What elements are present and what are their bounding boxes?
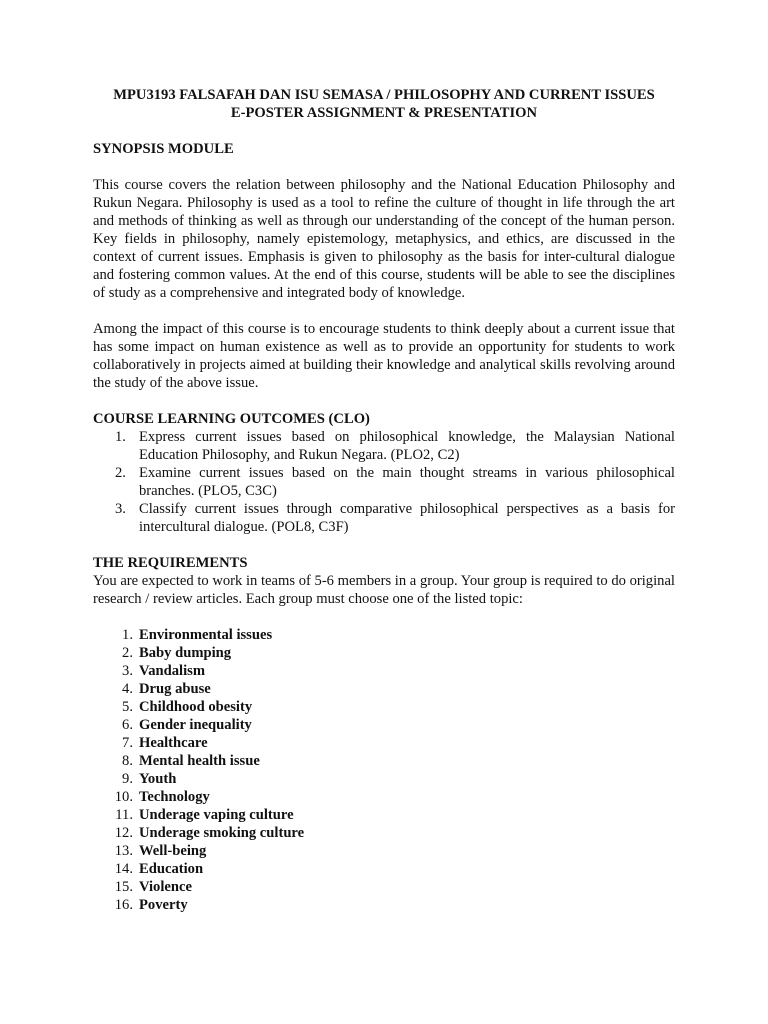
clo-item-text: Examine current issues based on the main thought streams in various philosophical branches. (PLO5, C3C) — [139, 465, 675, 499]
topic-number: 1. — [122, 627, 133, 643]
topic-label: Mental health issue — [139, 753, 260, 769]
topic-number: 13. — [114, 843, 133, 859]
topic-item — [93, 716, 675, 734]
requirements-paragraph: You are expected to work in teams of 5-6 members in a group. Your group is required to do original research / review articles. Each group must choose one of the listed topic: — [93, 573, 675, 607]
requirements-heading: THE REQUIREMENTS — [93, 555, 248, 571]
topic-number: 6. — [122, 717, 133, 733]
topic-label: Childhood obesity — [139, 699, 253, 715]
topic-label: Vandalism — [139, 663, 205, 679]
topic-label: Underage vaping culture — [139, 807, 294, 823]
topic-label: Environmental issues — [139, 627, 273, 643]
topic-number: 15. — [114, 879, 133, 895]
topic-item — [93, 770, 675, 788]
clo-list — [93, 428, 675, 536]
topic-item — [93, 806, 675, 824]
topic-item — [93, 626, 675, 644]
topic-number: 3. — [122, 663, 133, 679]
topic-number: 2. — [122, 645, 133, 661]
topic-label: Education — [139, 861, 204, 877]
topic-label: Gender inequality — [139, 717, 252, 733]
topic-label: Poverty — [139, 897, 188, 913]
topic-number: 9. — [122, 771, 133, 787]
topic-item — [93, 842, 675, 860]
topic-item — [93, 752, 675, 770]
topic-item — [93, 734, 675, 752]
topic-label: Healthcare — [139, 735, 208, 751]
synopsis-paragraph-1: This course covers the relation between philosophy and the National Education Philosophy and Rukun Negara. Philosophy is used as a tool to refine the culture of thought in life through the art and methods of thinking as well as through our understanding of the concept of the human person. Key fields in philosophy, namely epistemology, metaphysics, and ethics, are discussed in the context of current issues. Emphasis is given to philosophy as the basis for inter-cultural dialogue and fostering common values. At the end of this course, students will be able to see the disciplines of study as a comprehensive and integrated body of knowledge. — [93, 177, 675, 301]
topic-item — [93, 788, 675, 806]
topic-label: Well-being — [139, 843, 207, 859]
topic-item — [93, 680, 675, 698]
clo-item — [93, 500, 675, 536]
topic-number: 14. — [114, 861, 133, 877]
topic-item — [93, 896, 675, 914]
topic-label: Baby dumping — [139, 645, 232, 661]
topic-number: 11. — [115, 807, 133, 823]
clo-item-text: Express current issues based on philosophical knowledge, the Malaysian National Education Philosophy, and Rukun Negara. (PLO2, C2) — [139, 429, 675, 463]
clo-item-number: 3. — [115, 501, 126, 517]
topic-number: 16. — [114, 897, 133, 913]
topic-number: 5. — [122, 699, 133, 715]
clo-item — [93, 464, 675, 500]
assignment-title: E-POSTER ASSIGNMENT & PRESENTATION — [230, 105, 538, 121]
document-page — [93, 86, 675, 914]
clo-item — [93, 428, 675, 464]
clo-item-number: 2. — [115, 465, 126, 481]
topic-label: Youth — [139, 771, 177, 787]
synopsis-heading: SYNOPSIS MODULE — [93, 141, 234, 157]
topic-number: 4. — [122, 681, 133, 697]
course-title: MPU3193 FALSAFAH DAN ISU SEMASA / PHILOSOPHY AND CURRENT ISSUES — [113, 87, 655, 103]
topic-number: 10. — [114, 789, 133, 805]
topic-label: Underage smoking culture — [139, 825, 305, 841]
clo-heading: COURSE LEARNING OUTCOMES (CLO) — [93, 411, 370, 427]
topic-item — [93, 644, 675, 662]
topic-label: Violence — [139, 879, 192, 895]
synopsis-paragraph-2: Among the impact of this course is to encourage students to think deeply about a current issue that has some impact on human existence as well as to provide an opportunity for students to work collaboratively in projects aimed at building their knowledge and analytical skills revolving around the study of the above issue. — [93, 321, 675, 391]
clo-item-text: Classify current issues through comparative philosophical perspectives as a basis for intercultural dialogue. (POL8, C3F) — [139, 501, 675, 535]
topic-list — [93, 626, 675, 914]
topic-item — [93, 878, 675, 896]
topic-item — [93, 860, 675, 878]
topic-number: 7. — [122, 735, 133, 751]
topic-label: Drug abuse — [139, 681, 211, 697]
topic-number: 12. — [114, 825, 133, 841]
topic-item — [93, 698, 675, 716]
clo-item-number: 1. — [115, 429, 126, 445]
topic-item — [93, 662, 675, 680]
topic-item — [93, 824, 675, 842]
topic-label: Technology — [139, 789, 210, 805]
topic-number: 8. — [122, 753, 133, 769]
